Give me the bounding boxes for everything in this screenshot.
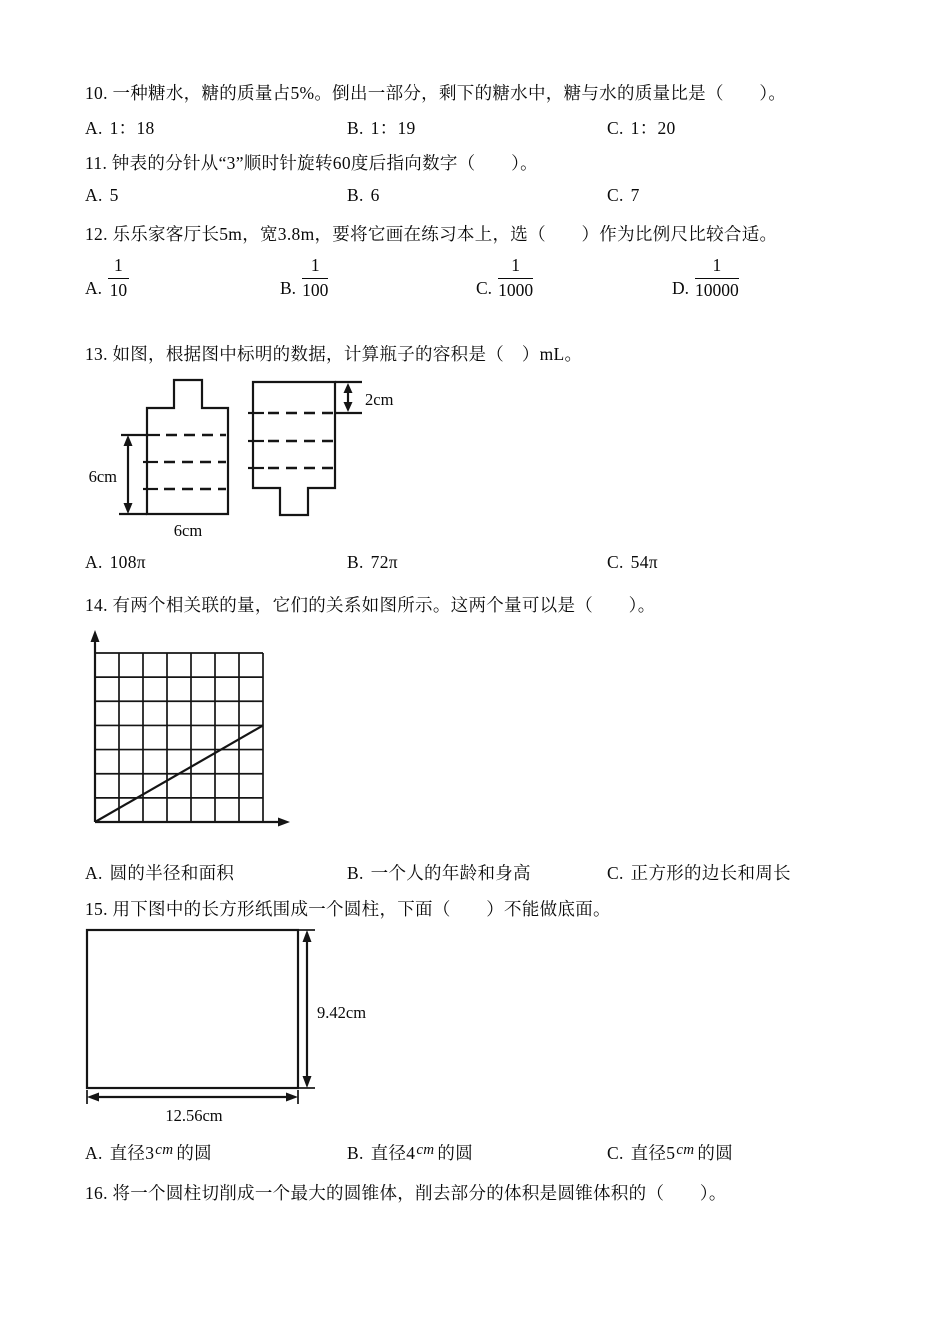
unit-cm: cm [416,1142,435,1158]
question-10-stem: 10. 一种糖水，糖的质量占5%。倒出一部分，剩下的糖水中，糖与水的质量比是（ ）。 [85,83,787,103]
rectangle-outline [87,930,298,1088]
q15-option-c: C. 直径5cm 的圆 [607,1142,734,1163]
q14-option-a: A. 圆的半径和面积 [85,863,235,883]
q10-option-b: B. 1：19 [347,118,416,138]
right-bottle-outline [253,382,335,515]
bottom-width-label: 6cm [173,521,203,540]
q11-option-b: B. 6 [347,185,380,205]
rect-height-label: 9.42cm [317,1003,367,1022]
q10-option-a: A. 1：18 [85,118,155,138]
q11-option-c: C. 7 [607,185,640,205]
question-12-stem: 12. 乐乐家客厅长5m，宽3.8m，要将它画在练习本上，选（ ）作为比例尺比较合适。 [85,224,778,244]
y-axis-arrowhead [91,630,100,642]
q15-option-a: A. 直径3cm 的圆 [85,1142,212,1163]
question-11-stem: 11. 钟表的分针从“3”顺时针旋转60度后指向数字（ ）。 [85,153,538,173]
question-16-stem: 16. 将一个圆柱切削成一个最大的圆锥体，削去部分的体积是圆锥体积的（ ）。 [85,1183,727,1203]
air-gap-label: 2cm [365,390,394,409]
unit-cm: cm [676,1142,695,1158]
question-15-stem: 15. 用下图中的长方形纸围成一个圆柱，下面（ ）不能做底面。 [85,899,611,919]
q10-option-c: C. 1：20 [607,118,676,138]
x-axis-arrowhead [278,818,290,827]
left-bottle-outline [147,380,228,514]
grid-chart-figure [78,626,303,836]
grid-lines [95,653,263,822]
fraction: $\frac{1}{10000}$ [695,255,739,300]
fraction: $\frac{1}{1000}$ [498,255,534,300]
q11-option-a: A. 5 [85,185,119,205]
q12-option-b: B. $\frac{1}{100}$ [280,255,329,300]
q12-option-c: C. $\frac{1}{1000}$ [476,255,534,300]
q13-option-c: C. 54π [607,552,658,572]
question-13-stem: 13. 如图，根据图中标明的数据，计算瓶子的容积是（ ）mL。 [85,344,583,364]
fraction: $\frac{1}{10}$ [109,255,128,300]
rectangle-figure [78,925,388,1130]
q14-option-c: C. 正方形的边长和周长 [607,863,791,883]
water-height-label: 6cm [88,467,117,486]
q12-option-a: A. $\frac{1}{10}$ [85,255,128,300]
unit-cm: cm [155,1142,174,1158]
q14-option-b: B. 一个人的年龄和身高 [347,863,531,883]
question-14-stem: 14. 有两个相关联的量，它们的关系如图所示。这两个量可以是（ ）。 [85,595,656,615]
fraction: $\frac{1}{100}$ [302,255,329,300]
q13-option-b: B. 72π [347,552,398,572]
q12-option-d: D. $\frac{1}{10000}$ [672,255,739,300]
q13-option-a: A. 108π [85,552,146,572]
rect-width-label: 12.56cm [165,1106,223,1125]
bottle-figure [88,372,398,544]
q15-option-b: B. 直径4cm 的圆 [347,1142,474,1163]
